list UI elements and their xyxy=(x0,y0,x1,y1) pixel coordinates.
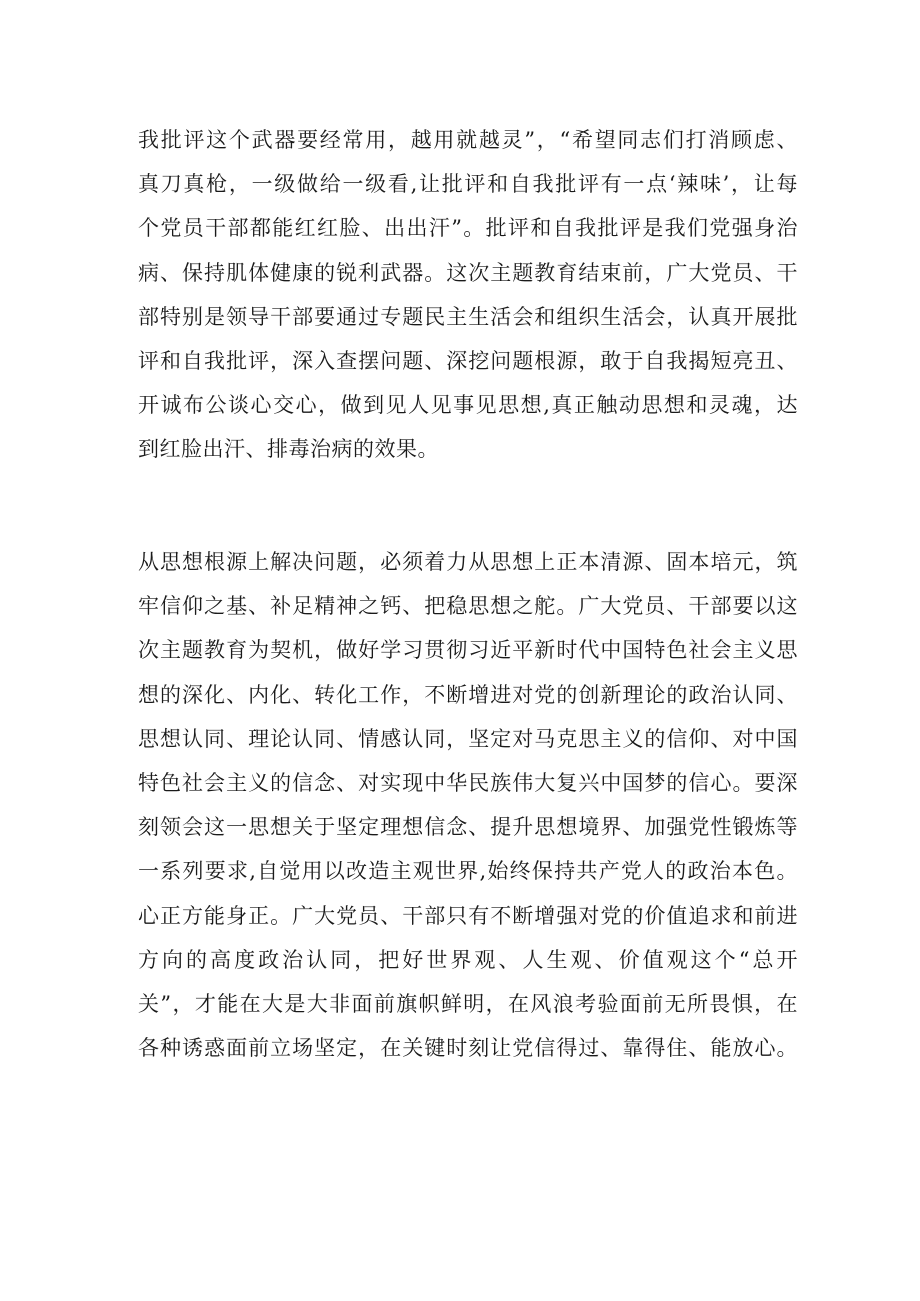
paragraph-line: 牢信仰之基、补足精神之钙、把稳思想之舵。广大党员、干部要以这 xyxy=(138,594,798,619)
paragraph-line: 思想认同、理论认同、情感认同，坚定对马克思主义的信仰、对中国 xyxy=(138,726,798,751)
paragraph-line: 从思想根源上解决问题，必须着力从思想上正本清源、固本培元，筑 xyxy=(138,550,798,574)
paragraph-line: 刻领会这一思想关于坚定理想信念、提升思想境界、加强党性锻炼等 xyxy=(138,815,798,840)
paragraph-line: 心正方能身正。广大党员、干部只有不断增强对党的价值追求和前进 xyxy=(138,903,798,928)
paragraph-line: 评和自我批评，深入查摆问题、深挖问题根源，敢于自我揭短亮丑、 xyxy=(138,348,798,373)
paragraph-line: 病、保持肌体健康的锐利武器。这次主题教育结束前，广大党员、干 xyxy=(138,260,798,285)
paragraph-line: 部特别是领导干部要通过专题民主生活会和组织生活会，认真开展批 xyxy=(138,304,798,329)
paragraph-line: 我批评这个武器要经常用，越用就越灵”，“希望同志们打消顾虑、 xyxy=(138,128,798,152)
paragraph-criticism xyxy=(138,118,798,472)
paragraph-ideology xyxy=(138,540,798,1070)
paragraph-line: 方向的高度政治认同，把好世界观、人生观、价值观这个“总开 xyxy=(138,947,798,972)
paragraph-line: 特色社会主义的信念、对实现中华民族伟大复兴中国梦的信心。要深 xyxy=(138,770,798,795)
paragraph-line: 关”，才能在大是大非面前旗帜鲜明，在风浪考验面前无所畏惧，在 xyxy=(138,991,798,1016)
paragraph-line: 次主题教育为契机，做好学习贯彻习近平新时代中国特色社会主义思 xyxy=(138,638,798,663)
paragraph-line: 想的深化、内化、转化工作，不断增进对党的创新理论的政治认同、 xyxy=(138,682,798,707)
paragraph-line: 到红脸出汗、排毒治病的效果。 xyxy=(138,437,439,462)
paragraph-line: 真刀真枪，一级做给一级看,让批评和自我批评有一点‘辣味’，让每 xyxy=(138,172,798,197)
paragraph-line: 一系列要求,自觉用以改造主观世界,始终保持共产党人的政治本色。 xyxy=(138,859,798,884)
paragraph-line: 各种诱惑面前立场坚定，在关键时刻让党信得过、靠得住、能放心。 xyxy=(138,1036,798,1061)
paragraph-line: 个党员干部都能红红脸、出出汗”。批评和自我批评是我们党强身治 xyxy=(138,216,798,241)
paragraph-line: 开诚布公谈心交心，做到见人见事见思想,真正触动思想和灵魂，达 xyxy=(138,393,798,418)
